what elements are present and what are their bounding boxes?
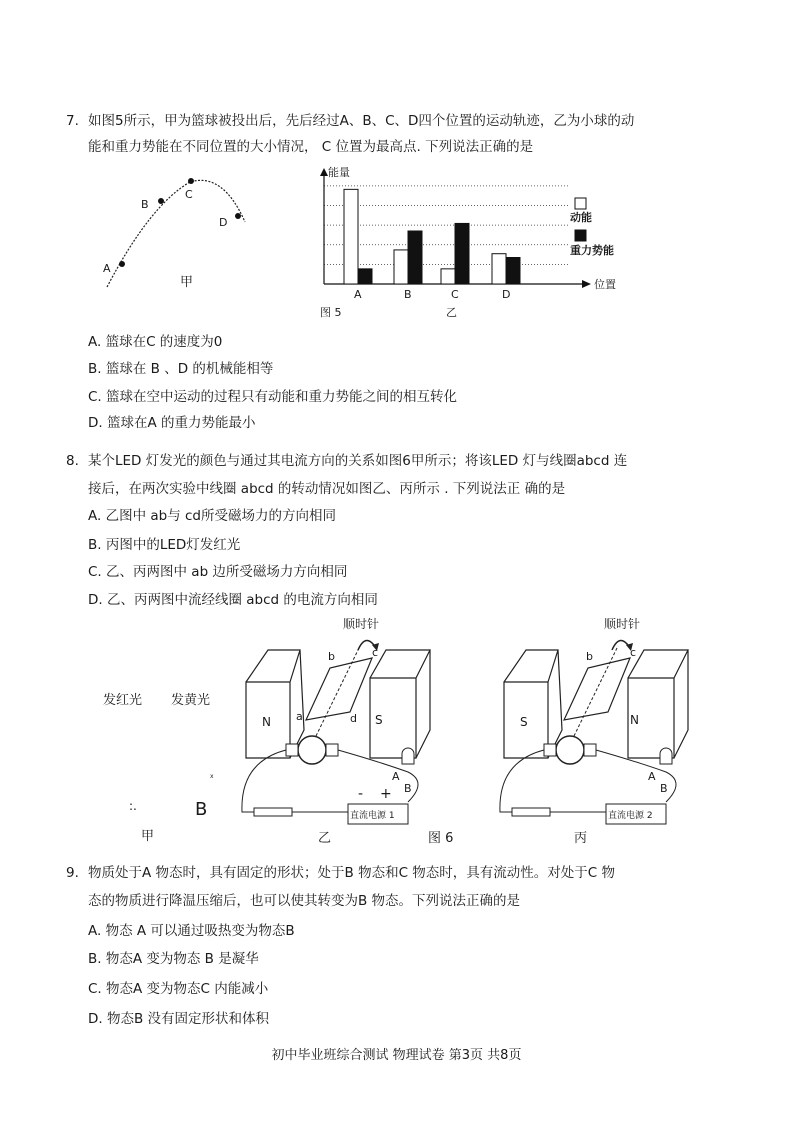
tick-label-B: B xyxy=(404,288,412,301)
fig5-trajectory xyxy=(95,170,265,300)
q8-number: 8. xyxy=(66,453,79,469)
svg-text:a: a xyxy=(296,710,303,723)
right-magnet xyxy=(370,650,430,758)
led-icon xyxy=(660,748,672,764)
x-axis-arrow xyxy=(582,280,591,288)
q8-stem-line1: 某个LED 灯发光的颜色与通过其电流方向的关系如图6甲所示；将该LED 灯与线圈abcd 连 xyxy=(88,453,628,469)
q9-option-c: C. 物态A 变为物态C 内能减小 xyxy=(88,981,269,997)
q8-option-a: A. 乙图中 ab与 cd所受磁场力的方向相同 xyxy=(88,508,336,524)
left-magnet xyxy=(504,650,562,758)
label-c: C xyxy=(185,188,193,201)
q7-option-c: C. 篮球在空中运动的过程只有动能和重力势能之间的相互转化 xyxy=(88,389,458,405)
svg-text:c: c xyxy=(372,646,379,659)
q7-number: 7. xyxy=(66,113,79,129)
bar-kinetic-A xyxy=(344,189,358,284)
svg-text:-: - xyxy=(358,786,364,802)
q7-option-a: A. 篮球在C 的速度为0 xyxy=(88,334,223,350)
jia-x-mark: x xyxy=(210,773,214,780)
fig6-jia xyxy=(95,680,235,850)
svg-text:c: c xyxy=(630,646,637,659)
q9-option-b: B. 物态A 变为物态 B 是凝华 xyxy=(88,951,259,967)
svg-text:B: B xyxy=(404,782,412,795)
q9-option-d: D. 物态B 没有固定形状和体积 xyxy=(88,1011,270,1027)
bing-caption: 丙 xyxy=(574,831,588,846)
tick-label-D: D xyxy=(502,288,511,301)
yi-source-label: 直流电源 1 xyxy=(350,811,395,821)
label-d: D xyxy=(219,216,228,229)
q7-option-b: B. 篮球在 B 、D 的机械能相等 xyxy=(88,361,274,377)
point-a xyxy=(119,261,125,267)
bar-kinetic-D xyxy=(492,254,506,284)
q8-option-d: D. 乙、丙两图中流经线圈 abcd 的电流方向相同 xyxy=(88,592,378,608)
fig6-bing xyxy=(488,612,703,852)
q7-option-d: D. 篮球在A 的重力势能最小 xyxy=(88,415,256,431)
bar-kinetic-B xyxy=(394,250,408,284)
bar-kinetic-C xyxy=(441,269,455,284)
point-d xyxy=(235,213,241,219)
tick-label-A: A xyxy=(354,288,362,301)
fig-jia-caption: 甲 xyxy=(180,275,194,290)
jia-dots: :. xyxy=(129,799,137,813)
bing-source-label: 直流电源 2 xyxy=(608,811,653,821)
y-axis-arrow xyxy=(320,168,328,176)
y-axis-label: 能量 xyxy=(328,166,350,179)
q8-stem-line2: 接后，在两次实验中线圈 abcd 的转动情况如图乙、丙所示 . 下列说法正 确的是 xyxy=(88,481,566,497)
legend-kinetic-swatch xyxy=(575,198,586,209)
yi-left-pole: N xyxy=(262,715,271,729)
left-magnet xyxy=(246,650,304,758)
svg-text:A: A xyxy=(648,770,656,783)
bar-potential-B xyxy=(408,231,422,284)
bar-potential-C xyxy=(455,223,469,284)
svg-text:A: A xyxy=(392,770,400,783)
point-b xyxy=(158,198,164,204)
switch-icon xyxy=(512,808,550,816)
q8-option-b: B. 丙图中的LED灯发红光 xyxy=(88,537,241,553)
q9-option-a: A. 物态 A 可以通过吸热变为物态B xyxy=(88,923,295,939)
q7-stem-line1: 如图5所示，甲为篮球被投出后，先后经过A、B、C、D四个位置的运动轨迹，乙为小球的动 xyxy=(88,113,635,129)
fig5-label: 图 5 xyxy=(320,306,342,319)
q9-stem-line2: 态的物质进行降温压缩后，也可以使其转变为B 物态。下列说法正确的是 xyxy=(88,893,521,909)
led-icon xyxy=(402,748,414,764)
svg-text:d: d xyxy=(350,712,357,725)
legend-potential-swatch xyxy=(575,230,586,241)
q9-number: 9. xyxy=(66,865,79,881)
bar-potential-A xyxy=(358,269,372,284)
svg-text:+: + xyxy=(380,786,392,802)
label-b: B xyxy=(141,198,149,211)
fig5-energy-chart xyxy=(300,168,640,318)
switch-icon xyxy=(254,808,292,816)
svg-text:B: B xyxy=(660,782,668,795)
q7-stem-line2: 能和重力势能在不同位置的大小情况， C 位置为最高点. 下列说法正确的是 xyxy=(88,139,534,155)
commutator xyxy=(556,736,584,764)
x-axis-label: 位置 xyxy=(594,278,616,291)
fig-yi-caption: 乙 xyxy=(446,306,457,319)
bing-left-pole: S xyxy=(520,715,528,729)
page-footer: 初中毕业班综合测试 物理试卷 第3页 共8页 xyxy=(271,1048,522,1063)
jia-b-label: B xyxy=(195,799,208,820)
tick-label-C: C xyxy=(451,288,459,301)
q8-option-c: C. 乙、丙两图中 ab 边所受磁场力方向相同 xyxy=(88,564,348,580)
bing-rotation-label: 顺时针 xyxy=(604,617,641,631)
q9-stem-line1: 物质处于A 物态时，具有固定的形状；处于B 物态和C 物态时，具有流动性。对处于C 物 xyxy=(88,865,616,881)
jia-yellow-label: 发黄光 xyxy=(171,693,211,708)
legend-potential-label: 重力势能 xyxy=(570,244,614,257)
yi-rotation-label: 顺时针 xyxy=(343,617,380,631)
fig6-yi xyxy=(230,612,454,852)
bing-right-pole: N xyxy=(630,713,639,727)
commutator xyxy=(298,736,326,764)
fig6-label: 图 6 xyxy=(428,831,454,846)
yi-caption: 乙 xyxy=(318,831,332,846)
label-a: A xyxy=(103,262,111,275)
yi-right-pole: S xyxy=(375,713,383,727)
right-magnet xyxy=(628,650,688,758)
svg-text:b: b xyxy=(328,650,335,663)
jia-caption: 甲 xyxy=(141,829,155,844)
trajectory-curve xyxy=(107,180,245,287)
bar-potential-D xyxy=(506,258,520,285)
legend-kinetic-label: 动能 xyxy=(570,211,592,224)
svg-text:b: b xyxy=(586,650,593,663)
jia-red-label: 发红光 xyxy=(103,693,143,708)
point-c xyxy=(188,178,194,184)
